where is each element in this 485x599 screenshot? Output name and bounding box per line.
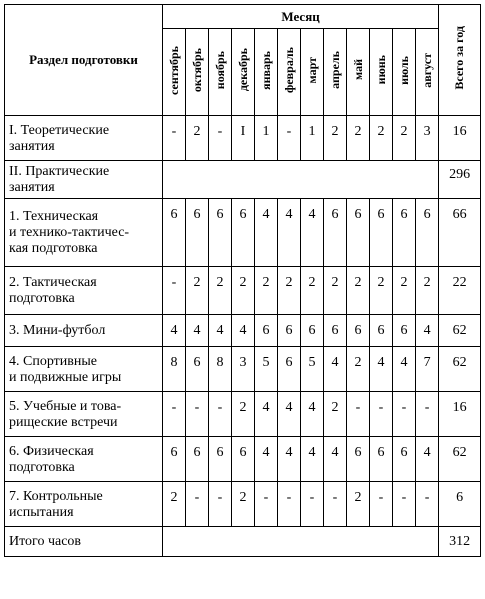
month-value-cell: 2: [393, 267, 416, 315]
total-cell: 6: [439, 482, 481, 527]
total-cell: 16: [439, 116, 481, 161]
month-value-cell: 4: [278, 437, 301, 482]
month-value-cell: 2: [186, 116, 209, 161]
month-value-cell: 2: [347, 347, 370, 392]
month-value-cell: 2: [416, 267, 439, 315]
section-label-line: и технико-тактичес-: [9, 225, 130, 240]
month-value-cell: -: [370, 392, 393, 437]
section-label-line: кая подготовка: [9, 241, 98, 256]
month-value-cell: 8: [163, 347, 186, 392]
month-value-cell: 2: [370, 267, 393, 315]
total-cell: 312: [439, 527, 481, 557]
month-label: март: [304, 56, 319, 84]
month-value-cell: 1: [255, 116, 278, 161]
month-value-cell: 6: [370, 437, 393, 482]
month-label: май: [350, 59, 365, 81]
header-month: Месяц: [163, 5, 439, 29]
month-value-cell: 6: [416, 199, 439, 267]
month-value-cell: 2: [232, 482, 255, 527]
section-label-line: подготовка: [9, 459, 75, 475]
section-cell: [5, 315, 163, 347]
month-value-cell: 4: [255, 199, 278, 267]
total-cell: 62: [439, 437, 481, 482]
month-value-cell: -: [186, 392, 209, 437]
month-value-cell: 6: [393, 199, 416, 267]
total-cell: 296: [439, 161, 481, 199]
month-value-cell: 4: [278, 392, 301, 437]
month-value-cell: 6: [209, 437, 232, 482]
month-header: [255, 29, 278, 116]
month-label: декабрь: [235, 48, 250, 92]
month-value-cell: 4: [301, 199, 324, 267]
month-value-cell: -: [416, 482, 439, 527]
table-row: [5, 347, 481, 392]
month-value-cell: 3: [232, 347, 255, 392]
month-value-cell: 6: [232, 437, 255, 482]
month-label: июнь: [373, 55, 388, 85]
month-value-cell: 4: [163, 315, 186, 347]
empty-months-cell: [163, 527, 439, 557]
month-label: ноябрь: [212, 50, 227, 90]
month-value-cell: -: [255, 482, 278, 527]
table-row: [5, 199, 481, 267]
month-value-cell: 6: [163, 199, 186, 267]
section-cell: [5, 437, 163, 482]
month-label: февраль: [281, 47, 296, 93]
section-label-line: испытания: [9, 504, 74, 520]
month-value-cell: 7: [416, 347, 439, 392]
month-value-cell: 5: [301, 347, 324, 392]
header-section: Раздел подготовки: [5, 5, 163, 116]
month-value-cell: 6: [186, 347, 209, 392]
total-cell: 16: [439, 392, 481, 437]
section-label-line: 7. Контрольные: [9, 488, 103, 504]
section-label-line: 5. Учебные и това-: [9, 398, 122, 414]
section-label-line: 6. Физическая: [9, 443, 94, 459]
month-value-cell: -: [393, 392, 416, 437]
month-value-cell: 2: [324, 267, 347, 315]
month-value-cell: 2: [232, 392, 255, 437]
month-value-cell: 2: [163, 482, 186, 527]
section-cell: [5, 347, 163, 392]
month-value-cell: 6: [370, 315, 393, 347]
section-cell: [5, 199, 163, 267]
month-value-cell: 2: [370, 116, 393, 161]
section-label-line: подготовка: [9, 291, 75, 306]
month-value-cell: 6: [347, 437, 370, 482]
section-cell: [5, 116, 163, 161]
section-label-line: рищеские встречи: [9, 414, 118, 430]
month-value-cell: -: [324, 482, 347, 527]
month-value-cell: I: [232, 116, 255, 161]
table-row: [5, 392, 481, 437]
table-row: [5, 527, 481, 557]
section-label-line: 1. Техническая: [9, 209, 99, 224]
section-label-line: занятия: [9, 138, 55, 154]
month-value-cell: -: [278, 482, 301, 527]
month-value-cell: 2: [347, 267, 370, 315]
month-value-cell: -: [163, 267, 186, 315]
table-row: [5, 161, 481, 199]
header-total-label: Всего за год: [452, 26, 467, 90]
table-row: [5, 437, 481, 482]
header-total: [439, 5, 481, 116]
empty-months-cell: [163, 161, 439, 199]
month-value-cell: 4: [255, 437, 278, 482]
month-value-cell: 2: [232, 267, 255, 315]
month-value-cell: 2: [393, 116, 416, 161]
month-value-cell: 4: [209, 315, 232, 347]
month-value-cell: 6: [324, 315, 347, 347]
section-cell: [5, 161, 163, 199]
month-label: сентябрь: [166, 45, 181, 95]
month-header: [416, 29, 439, 116]
month-value-cell: 6: [370, 199, 393, 267]
section-label-line: 4. Спортивные: [9, 353, 97, 369]
month-value-cell: 3: [416, 116, 439, 161]
month-value-cell: 4: [416, 315, 439, 347]
month-value-cell: 6: [393, 315, 416, 347]
month-header: [347, 29, 370, 116]
month-value-cell: 4: [301, 392, 324, 437]
month-value-cell: 4: [393, 347, 416, 392]
month-value-cell: 6: [186, 199, 209, 267]
month-value-cell: 2: [278, 267, 301, 315]
month-value-cell: -: [209, 392, 232, 437]
month-value-cell: 2: [209, 267, 232, 315]
month-value-cell: -: [301, 482, 324, 527]
month-value-cell: 6: [232, 199, 255, 267]
month-value-cell: -: [347, 392, 370, 437]
month-value-cell: 4: [278, 199, 301, 267]
month-label: январь: [258, 50, 273, 90]
month-value-cell: 4: [186, 315, 209, 347]
month-value-cell: 6: [278, 347, 301, 392]
month-value-cell: 4: [416, 437, 439, 482]
month-header: [301, 29, 324, 116]
table-row: [5, 116, 481, 161]
month-value-cell: 2: [255, 267, 278, 315]
month-header: [278, 29, 301, 116]
month-header: [209, 29, 232, 116]
month-value-cell: -: [393, 482, 416, 527]
section-label-line: 3. Мини-футбол: [9, 323, 106, 338]
month-value-cell: 4: [324, 437, 347, 482]
month-header: [370, 29, 393, 116]
month-label: апрель: [327, 51, 342, 89]
total-cell: 66: [439, 199, 481, 267]
month-value-cell: 6: [186, 437, 209, 482]
total-cell: 62: [439, 315, 481, 347]
month-header: [186, 29, 209, 116]
month-value-cell: 4: [324, 347, 347, 392]
month-header: [324, 29, 347, 116]
month-value-cell: -: [163, 116, 186, 161]
section-cell: [5, 482, 163, 527]
total-cell: 62: [439, 347, 481, 392]
training-plan-table: [4, 4, 481, 557]
section-cell: [5, 267, 163, 315]
month-header: [232, 29, 255, 116]
month-value-cell: -: [186, 482, 209, 527]
table-body: [5, 116, 481, 557]
table-row: [5, 482, 481, 527]
month-value-cell: 6: [255, 315, 278, 347]
month-value-cell: 6: [163, 437, 186, 482]
table-row: [5, 315, 481, 347]
month-label: июль: [396, 55, 411, 85]
month-header: [393, 29, 416, 116]
month-label: август: [419, 52, 434, 88]
month-value-cell: -: [163, 392, 186, 437]
section-cell: [5, 527, 163, 557]
month-value-cell: -: [209, 116, 232, 161]
month-value-cell: 4: [301, 437, 324, 482]
month-value-cell: 1: [301, 116, 324, 161]
month-value-cell: 8: [209, 347, 232, 392]
month-value-cell: 6: [324, 199, 347, 267]
month-value-cell: 2: [347, 482, 370, 527]
month-value-cell: -: [209, 482, 232, 527]
section-label-line: и подвижные игры: [9, 369, 122, 385]
month-value-cell: 4: [255, 392, 278, 437]
month-value-cell: 2: [324, 116, 347, 161]
month-value-cell: 6: [278, 315, 301, 347]
month-header: [163, 29, 186, 116]
section-cell: [5, 392, 163, 437]
month-label: октябрь: [189, 47, 204, 93]
month-value-cell: -: [370, 482, 393, 527]
month-value-cell: 6: [347, 315, 370, 347]
month-value-cell: -: [278, 116, 301, 161]
month-value-cell: 4: [370, 347, 393, 392]
section-label-line: II. Практические: [9, 164, 110, 179]
month-value-cell: 5: [255, 347, 278, 392]
month-value-cell: 6: [393, 437, 416, 482]
month-value-cell: 2: [301, 267, 324, 315]
section-label-line: Итого часов: [9, 534, 82, 549]
month-value-cell: -: [416, 392, 439, 437]
month-value-cell: 4: [232, 315, 255, 347]
section-label-line: 2. Тактическая: [9, 275, 97, 290]
table-row: [5, 267, 481, 315]
month-value-cell: 2: [347, 116, 370, 161]
month-value-cell: 6: [209, 199, 232, 267]
month-value-cell: 6: [347, 199, 370, 267]
month-value-cell: 2: [324, 392, 347, 437]
month-value-cell: 2: [186, 267, 209, 315]
total-cell: 22: [439, 267, 481, 315]
section-label-line: занятия: [9, 180, 55, 195]
section-label-line: I. Теоретические: [9, 122, 110, 138]
month-value-cell: 6: [301, 315, 324, 347]
